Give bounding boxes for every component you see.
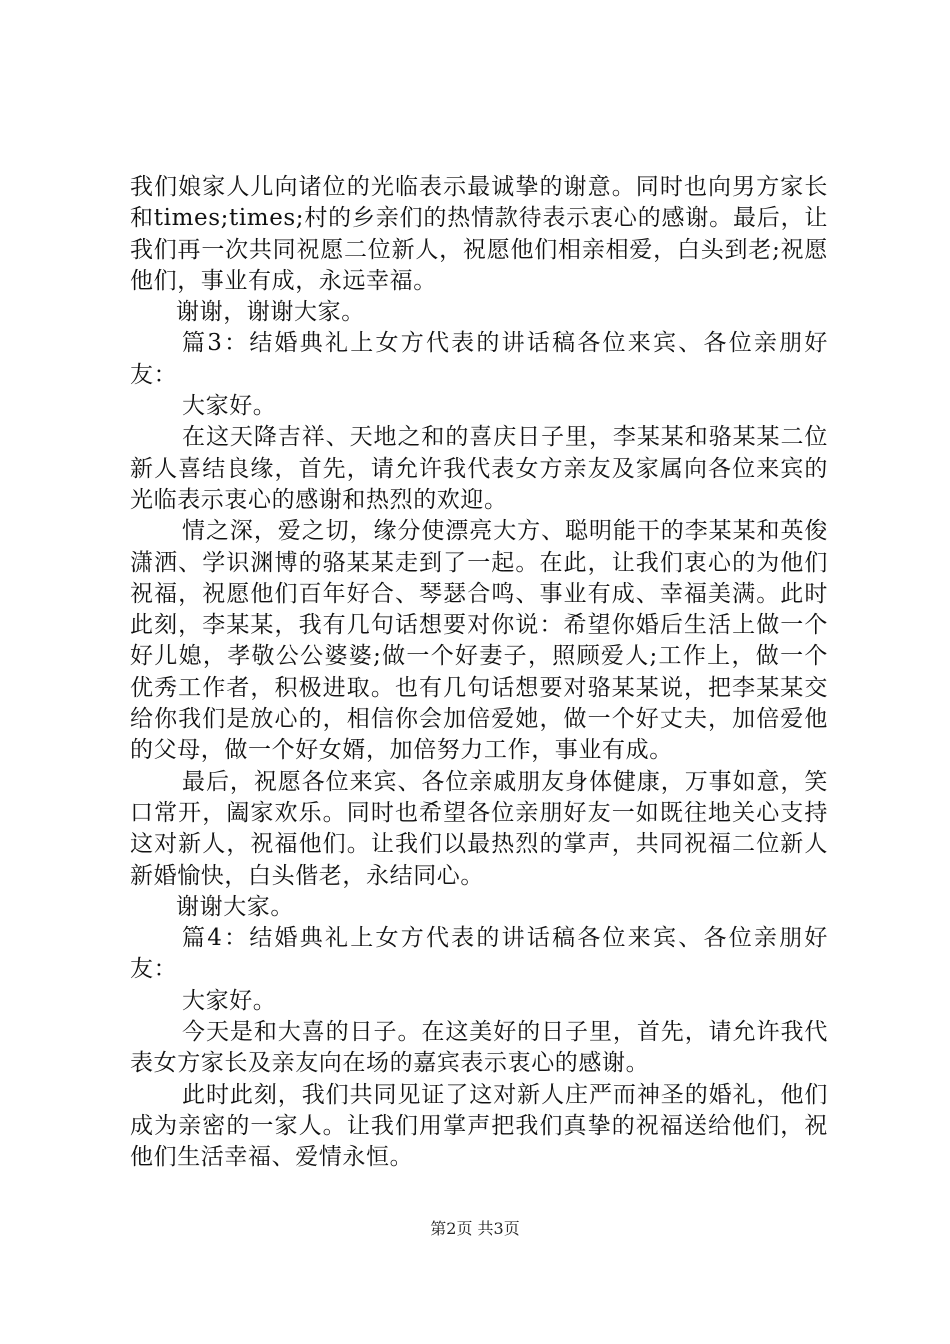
section-heading: 篇3：结婚典礼上女方代表的讲话稿各位来宾、各位亲朋好友： [130, 330, 828, 388]
paragraph: 今天是和大喜的日子。在这美好的日子里，首先，请允许我代表女方家长及亲友向在场的嘉宾表示衷心的感谢。 [130, 1019, 828, 1077]
paragraph: 谢谢，谢谢大家。 [176, 299, 365, 326]
paragraph: 在这天降吉祥、天地之和的喜庆日子里，李某某和骆某某二位新人喜结良缘，首先，请允许我代表女方亲友及家属向各位来宾的光临表示衷心的感谢和热烈的欢迎。 [130, 424, 828, 513]
page-footer: 第2页 共3页 [430, 1219, 520, 1238]
paragraph: 大家好。 [182, 987, 277, 1014]
section-heading: 篇4：结婚典礼上女方代表的讲话稿各位来宾、各位亲朋好友： [130, 925, 828, 983]
document-body [130, 172, 828, 1174]
paragraph: 谢谢大家。 [176, 893, 294, 920]
paragraph: 此时此刻，我们共同见证了这对新人庄严而神圣的婚礼，他们成为亲密的一家人。让我们用掌声把我们真挚的祝福送给他们，祝他们生活幸福、爱情永恒。 [130, 1081, 828, 1171]
paragraph: 大家好。 [182, 393, 277, 420]
paragraph: 最后，祝愿各位来宾、各位亲戚朋友身体健康，万事如意，笑口常开，阖家欢乐。同时也希望各位亲朋好友一如既往地关心支持这对新人，祝福他们。让我们以最热烈的掌声，共同祝福二位新人新婚愉快，白头偕老，永结同心。 [130, 768, 828, 889]
paragraph: 我们娘家人儿向诸位的光临表示最诚挚的谢意。同时也向男方家长和times;times;村的乡亲们的热情款待表示衷心的感谢。最后，让我们再一次共同祝愿二位新人，祝愿他们相亲相爱，白头到老;祝愿他们，事业有成，永远幸福。 [130, 174, 828, 294]
paragraph: 情之深，爱之切，缘分使漂亮大方、聪明能干的李某某和英俊潇洒、学识渊博的骆某某走到了一起。在此，让我们衷心的为他们祝福，祝愿他们百年好合、琴瑟合鸣、事业有成、幸福美满。此时此刻，李某某，我有几句话想要对你说：希望你婚后生活上做一个好儿媳，孝敬公公婆婆;做一个好妻子，照顾爱人;工作上，做一个优秀工作者，积极进取。也有几句话想要对骆某某说，把李某某交给你我们是放心的，相信你会加倍爱她，做一个好丈夫，加倍爱他的父母，做一个好女婿，加倍努力工作，事业有成。 [130, 518, 828, 764]
